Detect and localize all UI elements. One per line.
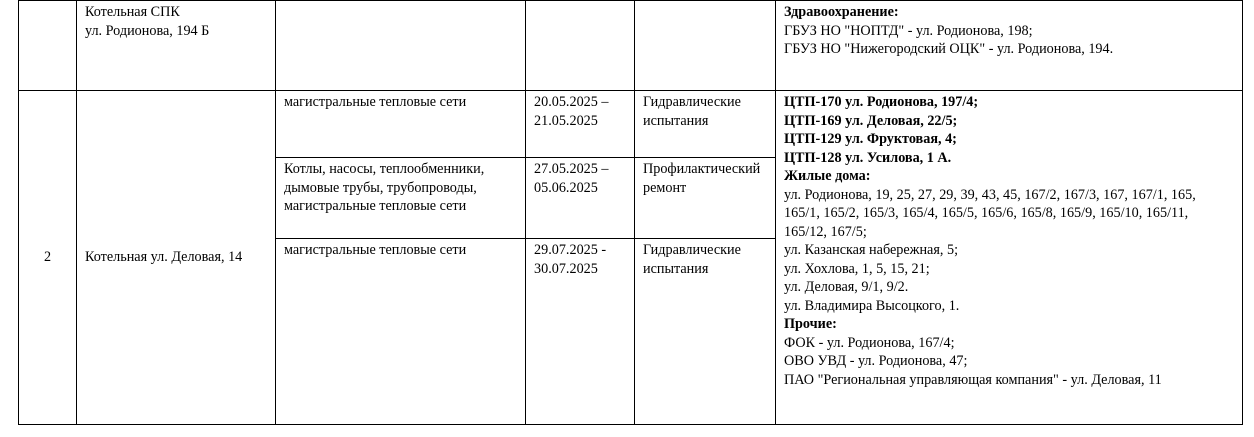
- work-type-cell: Гидравлические испытания: [635, 239, 776, 425]
- period-cell: [526, 1, 635, 91]
- facility-cell: [77, 1, 276, 91]
- ctp-item: ЦТП-169 ул. Деловая, 22/5;: [784, 112, 958, 129]
- equipment-cell: [276, 1, 526, 91]
- work-type-cell: [635, 1, 776, 91]
- other-item: ПАО "Региональная управляющая компания" - ул. Деловая, 11: [784, 371, 1162, 388]
- facility-cell: Котельная ул. Деловая, 14: [77, 91, 276, 425]
- table-row: [19, 91, 1243, 158]
- equipment-cell: магистральные тепловые сети: [276, 239, 526, 425]
- period-cell: 27.05.2025 – 05.06.2025: [526, 158, 635, 239]
- table-row: [19, 1, 1243, 91]
- facility-address: ул. Родионова, 194 Б: [85, 22, 210, 39]
- facility-name: Котельная СПК: [85, 4, 180, 20]
- residential-heading: Жилые дома:: [784, 168, 871, 184]
- outage-schedule-table: [18, 0, 1243, 425]
- healthcare-heading: Здравоохранение:: [784, 4, 899, 20]
- consumers-cell: [776, 91, 1243, 425]
- ctp-item: ЦТП-129 ул. Фруктовая, 4;: [784, 131, 957, 147]
- consumer-item: ГБУЗ НО "Нижегородский ОЦК" - ул. Родионова, 194.: [784, 41, 1114, 57]
- consumer-item: ГБУЗ НО "НОПТД" - ул. Родионова, 198;: [784, 22, 1033, 39]
- period-cell: 29.07.2025 - 30.07.2025: [526, 239, 635, 425]
- consumers-cell: [776, 1, 1243, 91]
- work-type-cell: Гидравлические испытания: [635, 91, 776, 158]
- other-item: ФОК - ул. Родионова, 167/4;: [784, 334, 955, 351]
- other-item: ОВО УВД - ул. Родионова, 47;: [784, 353, 968, 369]
- ctp-item: ЦТП-128 ул. Усилова, 1 А.: [784, 149, 952, 166]
- other-heading: Прочие:: [784, 316, 837, 332]
- residential-item: ул. Деловая, 9/1, 9/2.: [784, 279, 909, 295]
- equipment-cell: магистральные тепловые сети: [276, 91, 526, 158]
- row-number-cell: 2: [19, 91, 77, 425]
- residential-item: ул. Хохлова, 1, 5, 15, 21;: [784, 260, 930, 277]
- ctp-item: ЦТП-170 ул. Родионова, 197/4;: [784, 94, 979, 110]
- residential-item: ул. Казанская набережная, 5;: [784, 242, 959, 258]
- row-number-cell: [19, 1, 77, 91]
- work-type-cell: Профилактический ремонт: [635, 158, 776, 239]
- residential-item: ул. Родионова, 19, 25, 27, 29, 39, 43, 45, 167/2, 167/3, 167, 167/1, 165, 165/1, 165/2, 165/3, 165/4, 165/5, 165/6, 165/8, 165/9, 165/10, 165/11, 165/12, 167/5;: [784, 186, 1196, 240]
- equipment-cell: Котлы, насосы, теплообменники, дымовые трубы, трубопроводы, магистральные тепловые сети: [276, 158, 526, 239]
- residential-item: ул. Владимира Высоцкого, 1.: [784, 297, 960, 314]
- period-cell: 20.05.2025 – 21.05.2025: [526, 91, 635, 158]
